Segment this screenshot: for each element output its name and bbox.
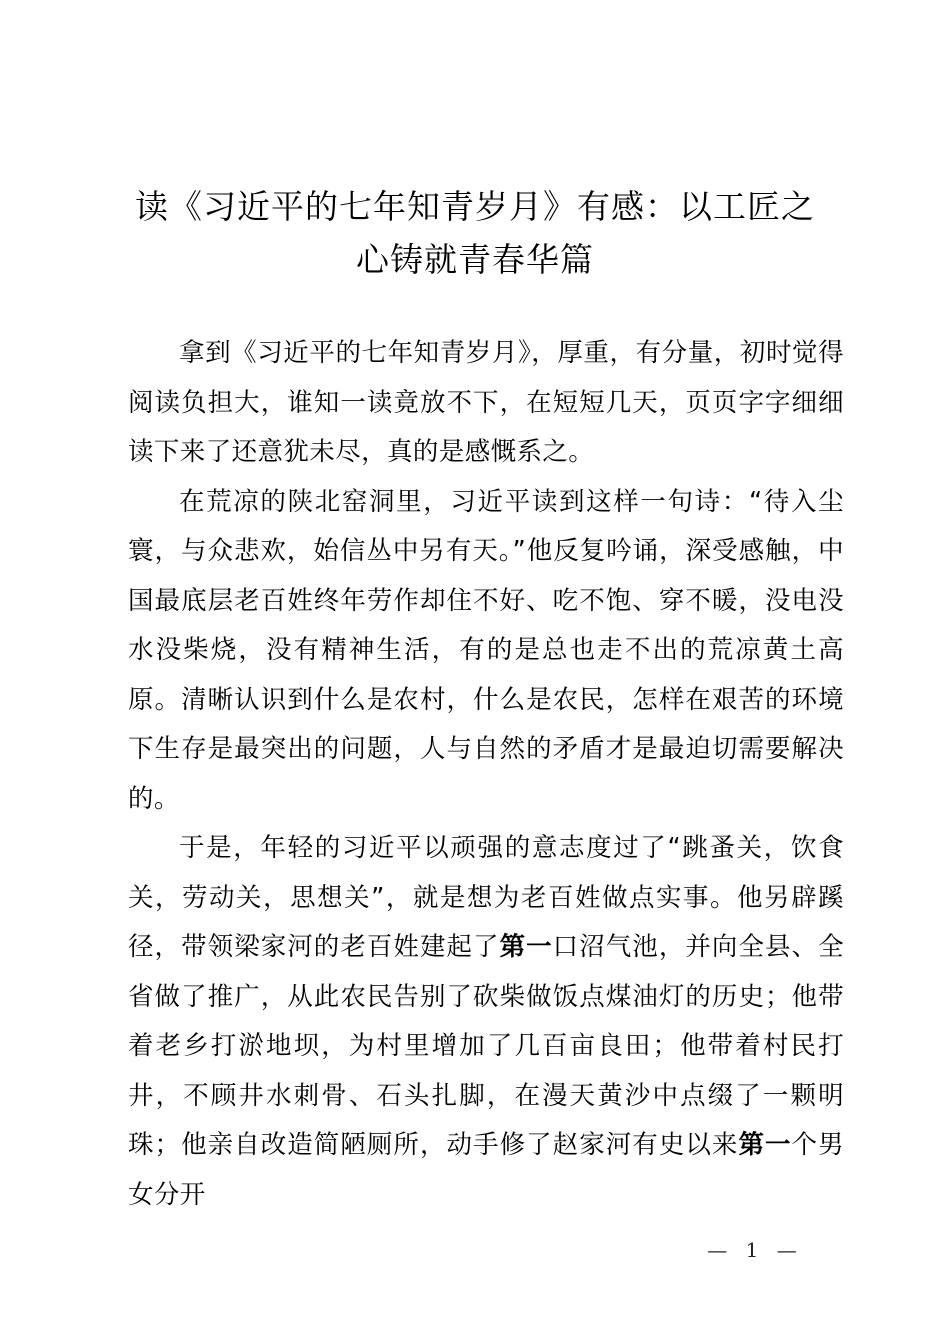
paragraph-3-bold-1: 第一	[499, 932, 553, 962]
document-title	[110, 180, 840, 286]
paragraph-3-part-1: 于是，年轻的习近平以顽强的意志度过了“跳蚤关，饮食关，劳动关，思想关”，就是想为老百姓做点实事。他另辟蹊径，带领梁家河的老百姓建起了	[128, 833, 844, 962]
title-line-2: 心铸就青春华篇	[356, 240, 594, 279]
paragraph-3-part-2: 口沼气池，并向全县、全省做了推广，从此农民告别了砍柴做饭点煤油灯的历史；他带着老乡打淤地坝，为村里增加了几百亩良田；他带着村民打井，不顾井水刺骨、石头扎脚，在漫天黄沙中点缀了一颗明珠；他亲自改造简陋厕所，动手修了赵家河有史以来	[128, 932, 844, 1160]
title-line-1: 读《习近平的七年知青岁月》有感：以工匠之	[135, 187, 815, 226]
paragraph-3	[128, 824, 844, 1220]
page-number: — 1 —	[707, 1238, 803, 1262]
paragraph-2: 在荒凉的陕北窑洞里，习近平读到这样一句诗：“待入尘寰，与众悲欢，始信丛中另有天。”他反复吟诵，深受感触，中国最底层老百姓终年劳作却住不好、吃不饱、穿不暖，没电没水没柴烧，没有精神生活，有的是总也走不出的荒凉黄土高原。清晰认识到什么是农村，什么是农民，怎样在艰苦的环境下生存是最突出的问题，人与自然的矛盾才是最迫切需要解决的。	[128, 486, 844, 814]
paragraph-1: 拿到《习近平的七年知青岁月》，厚重，有分量，初时觉得阅读负担大，谁知一读竟放不下，在短短几天，页页字字细细读下来了还意犹未尽，真的是感慨系之。	[128, 338, 844, 467]
paragraph-3-bold-2: 第一	[738, 1130, 792, 1160]
document-body	[128, 329, 844, 1220]
paragraph-3-part-3: 个男女分开	[128, 1130, 844, 1210]
